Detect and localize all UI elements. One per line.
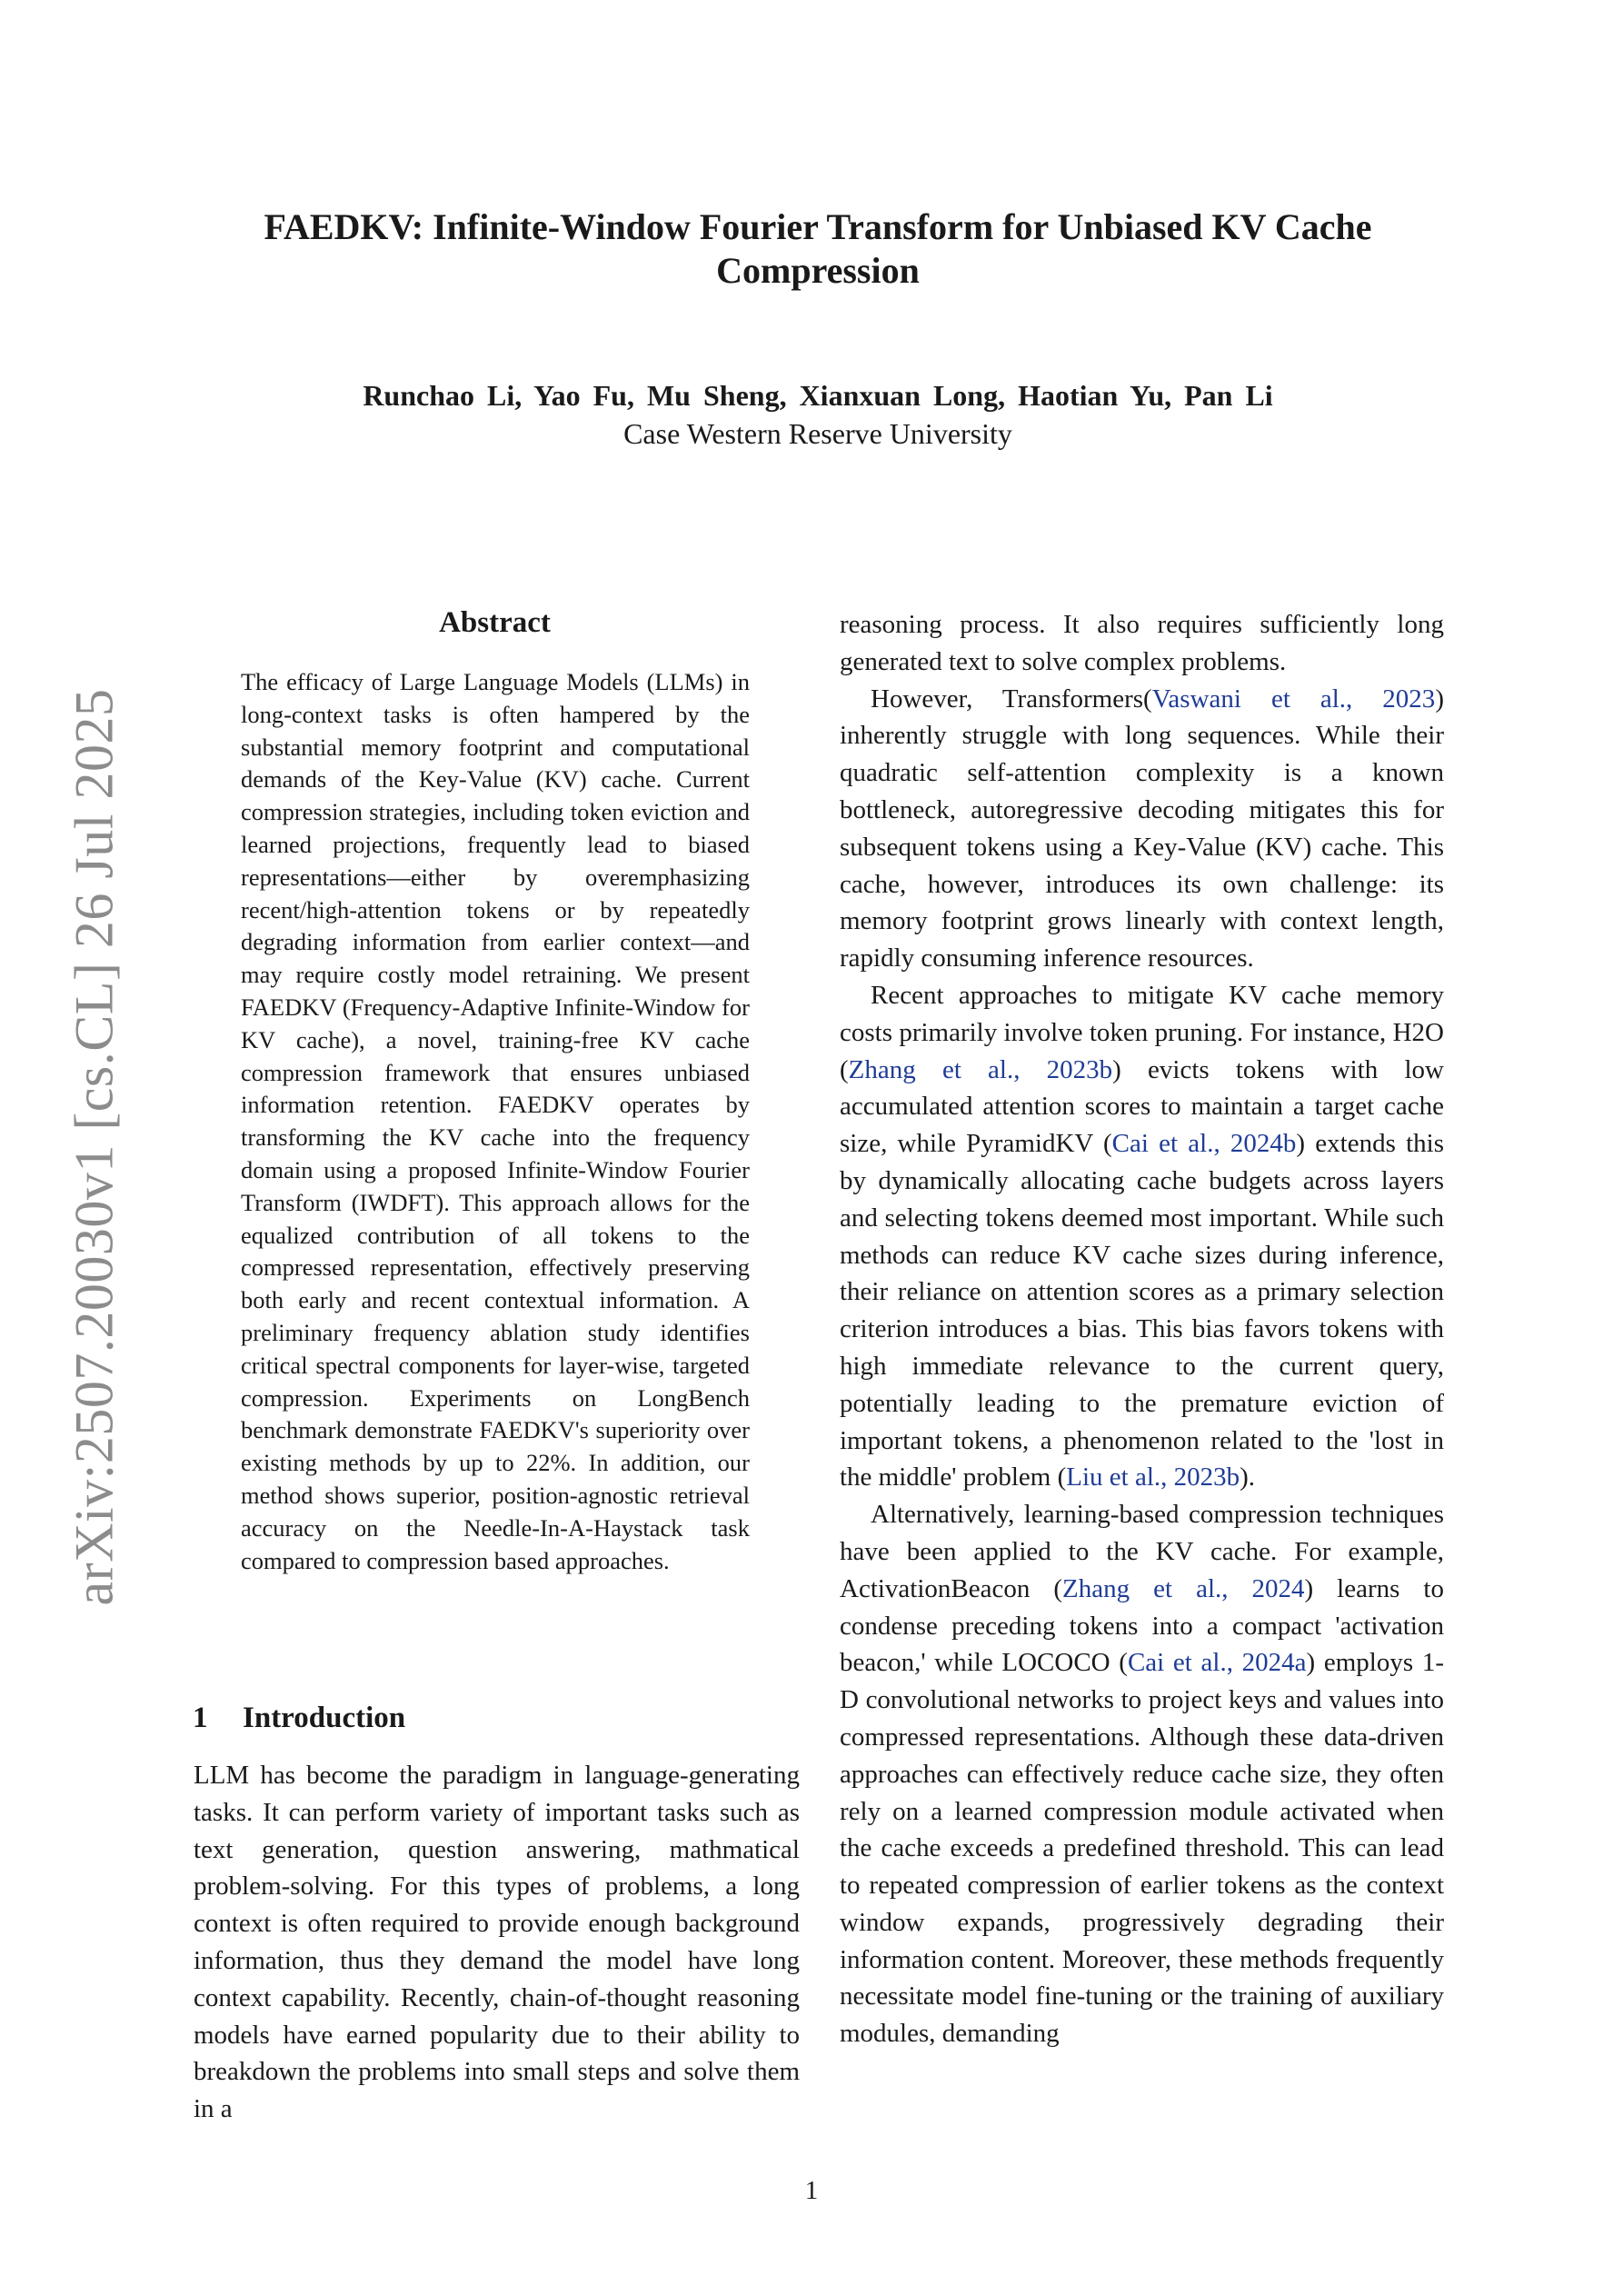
citation-link[interactable]: Cai et al., 2024a [1127,1648,1307,1678]
author-list: Runchao Li, Yao Fu, Mu Sheng, Xianxuan Long, Haotian Yu, Pan Li [363,379,1273,412]
paragraph-text: ) extends this by dynamically allocating cache budgets across layers and selecting tokens deemed most important. While such methods can reduce KV cache sizes during inference, their reliance on attention scores as a primary selection criterion introduces a bias. This bias favors tokens with high immediate relevance to the current query, potentially leading to the premature eviction of important tokens, a phenomenon related to the 'lost in the middle' problem ( [840,1129,1444,1492]
intro-paragraph-4 [840,1496,1444,2052]
citation-link[interactable]: Zhang et al., 2023b [848,1054,1113,1084]
paragraph-text: Alternatively, learning-based compression techniques have been applied to the KV cache. For example, ActivationBeacon ( [840,1500,1444,1603]
citation-link[interactable]: Liu et al., 2023b [1066,1462,1240,1492]
arxiv-identifier: arXiv:2507.20030v1 [cs.CL] 26 Jul 2025 [64,688,124,1606]
paragraph-text: However, Transformers( [871,684,1152,714]
citation-link[interactable]: Vaswani et al., 2023 [1151,684,1436,714]
paper-title: FAEDKV: Infinite-Window Fourier Transform for Unbiased KV Cache Compression [264,206,1372,291]
right-column-body [840,606,1444,2052]
section-title: Introduction [243,1702,406,1734]
abstract-text: The efficacy of Large Language Models (LLMs) in long-context tasks is often hampered by the substantial memory footprint and computational demands of the Key-Value (KV) cache. Current compression strategies, including token eviction and learned projections, frequently lead to biased representations—either by overemphasizing recent/high-attention tokens or by repeatedly degrading information from earlier context—and may require costly model retraining. We present FAEDKV (Frequency-Adaptive Infinite-Window for KV cache), a novel, training-free KV cache compression framework that ensures unbiased information retention. FAEDKV operates by transforming the KV cache into the frequency domain using a proposed Infinite-Window Fourier Transform (IWDFT). This approach allows for the equalized contribution of all tokens to the compressed representation, effectively preserving both early and recent contextual information. A preliminary frequency ablation study identifies critical spectral components for layer-wise, targeted compression. Experiments on LongBench benchmark demonstrate FAEDKV's superiority over existing methods by up to 22%. In addition, our method shows superior, position-agnostic retrieval accuracy on the Needle-In-A-Haystack task compared to compression based approaches. [241,668,750,1574]
paragraph-text: ) learns to condense preceding tokens into a compact 'activation beacon,' while LOCOCO ( [840,1573,1444,1678]
paragraph-text: Recent approaches to mitigate KV cache memory costs primarily involve token pruning. For instance, H2O ( [840,980,1444,1084]
section-number: 1 [193,1702,208,1734]
intro-paragraph-2 [840,681,1444,977]
intro-paragraph-3 [840,977,1444,1496]
citation-link[interactable]: Cai et al., 2024b [1111,1129,1297,1159]
intro-paragraph-1: LLM has become the paradigm in language-generating tasks. It can perform variety of important tasks such as text generation, question answering, mathmatical problem-solving. For this types of problems, a long context is often required to provide enough background information, thus they demand the model have long context capability. Recently, chain-of-thought reasoning models have earned popularity due to their ability to breakdown the problems into small steps and solve them in a [194,1761,800,2124]
abstract-heading: Abstract [439,606,551,639]
left-column-body [194,1757,800,2128]
affiliation: Case Western Reserve University [623,417,1012,450]
intro-paragraph-continued: reasoning process. It also requires sufficiently long generated text to solve complex problems. [840,610,1444,676]
paragraph-text: ). [1240,1462,1256,1492]
paragraph-text: ) inherently struggle with long sequences. While their quadratic self-attention complexity is a known bottleneck, autoregressive decoding mitigates this for subsequent tokens using a Key-Value (KV) cache. This cache, however, introduces its own challenge: its memory footprint grows linearly with context length, rapidly consuming inference resources. [840,684,1444,973]
paragraph-text: ) evicts tokens with low accumulated attention scores to maintain a target cache size, while PyramidKV ( [840,1054,1444,1159]
paragraph-text: ) employs 1-D convolutional networks to project keys and values into compressed representations. Although these data-driven approaches can effectively reduce cache size, they often rely on a learned compression module activated when the cache exceeds a predefined threshold. This can lead to repeated compression of earlier tokens as the context window expands, progressively degrading their information content. Moreover, these methods frequently necessitate model fine-tuning or the training of auxiliary modules, demanding [840,1648,1444,2049]
section-heading-introduction [193,1700,774,1736]
citation-link[interactable]: Zhang et al., 2024 [1062,1573,1305,1603]
page-number: 1 [804,2176,819,2205]
